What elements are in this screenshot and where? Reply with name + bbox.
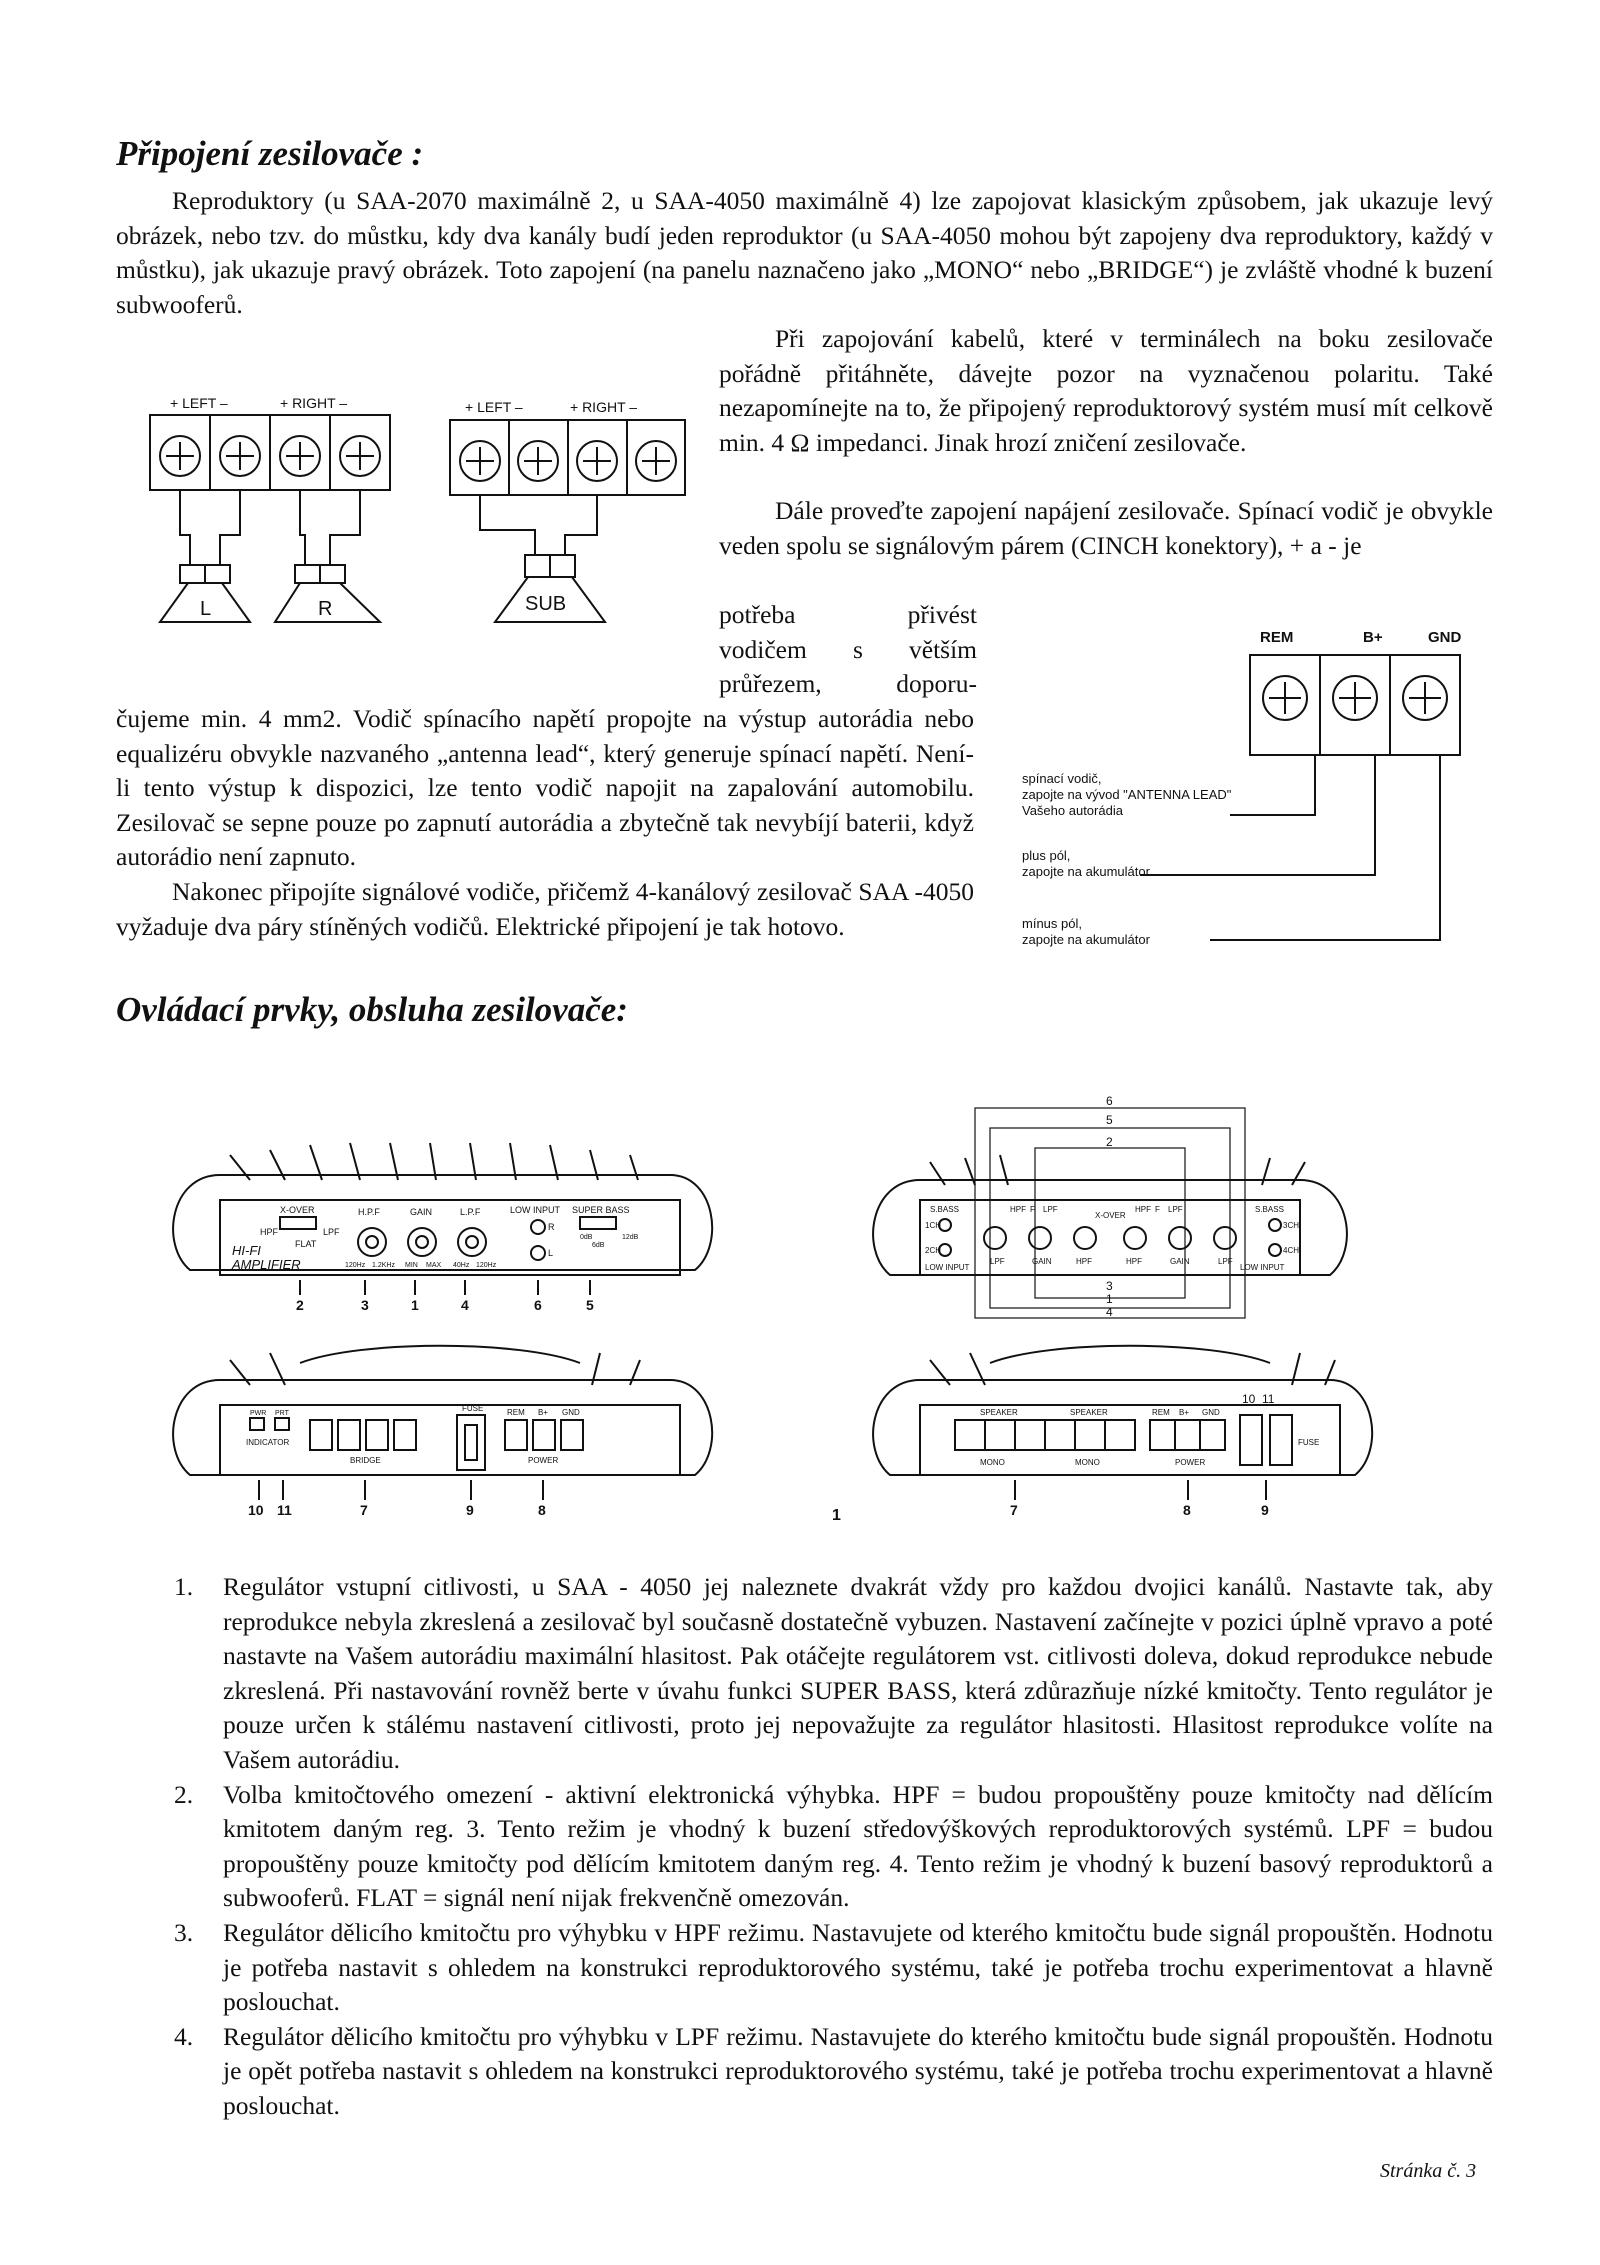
text-line: zapojte na akumulátor (1022, 932, 1150, 947)
label-indicator: INDICATOR (246, 1438, 290, 1447)
section-heading-connection: Připojení zesilovače : (116, 134, 424, 173)
label-small: LPF (1043, 1205, 1058, 1214)
list-item-text: Regulátor dělicího kmitočtu pro výhybku v HPF režimu. Nastavujete od kterého kmitočtu bude signál propouštěn. Hodnotu je potřeba nastavit s ohledem na konstrukci reproduktorového systému, také je potřeba trochu experimentovat a hlavně poslouchat. (223, 1917, 1493, 2017)
label-pwr: PWR (250, 1410, 267, 1417)
label-gain: GAIN (410, 1207, 433, 1217)
speaker-r-label: R (318, 598, 333, 620)
label-small: F (1155, 1205, 1160, 1214)
label-small: 40Hz (453, 1262, 470, 1269)
label-rem: REM (507, 1408, 525, 1417)
callout-number: 5 (586, 1297, 594, 1313)
terminal-rem-label: REM (1260, 629, 1294, 646)
label-small: 0dB (580, 1234, 593, 1241)
callout-number: 1 (411, 1297, 419, 1313)
speaker-l-label: L (200, 598, 212, 620)
label-small: HPF (1126, 1257, 1142, 1266)
callout-number: 7 (360, 1502, 368, 1518)
label-small: GAIN (1032, 1257, 1052, 1266)
callout-number: 10 (248, 1502, 264, 1518)
list-item (116, 2020, 1493, 2124)
callout-number: 11 (1262, 1392, 1275, 1406)
label-small: LOW INPUT (925, 1263, 970, 1272)
wire-label-minus (1022, 916, 1150, 948)
label-super-bass: SUPER BASS (572, 1205, 630, 1215)
list-item-text: Regulátor dělicího kmitočtu pro výhybku v LPF režimu. Nastavujete do kterého kmitočtu bude signál propouštěn. Hodnotu je opět potřeba nastavit s ohledem na konstrukci reproduktorového systému, také je potřeba trochu experimentovat a hlavně poslouchat. (223, 2021, 1493, 2120)
callout-number: 3 (361, 1297, 369, 1313)
paragraph-power-mid (719, 598, 977, 702)
text-line: potřeba přivést (719, 600, 977, 629)
label-small: MIN (405, 1262, 418, 1269)
callout-number: 5 (1106, 1113, 1113, 1127)
text-line: vodičem s větším (719, 634, 977, 664)
label-small: FLAT (295, 1239, 317, 1249)
label-low-input: LOW INPUT (510, 1205, 561, 1215)
label-small: 2CH (925, 1246, 942, 1255)
text-line: Vašeho autorádia (1022, 803, 1123, 818)
label-mono: MONO (980, 1458, 1005, 1467)
label-lpf: L.P.F (460, 1207, 481, 1217)
label-small: 120Hz (476, 1262, 497, 1269)
controls-list (116, 1570, 1493, 2124)
label-gnd: GND (1202, 1408, 1220, 1417)
terminal-label: + LEFT – (170, 395, 228, 411)
label-speaker: SPEAKER (1070, 1408, 1108, 1417)
label-small: S.BASS (930, 1205, 959, 1214)
callout-number: 6 (1106, 1094, 1113, 1108)
brand-line: HI-FI (232, 1243, 261, 1258)
list-item-number: 1. (174, 1572, 194, 1601)
label-fuse: FUSE (462, 1404, 484, 1413)
label-bplus: B+ (538, 1408, 549, 1417)
label-small: S.BASS (1255, 1205, 1284, 1214)
label-small: GAIN (1170, 1257, 1190, 1266)
callout-number: 2 (296, 1297, 304, 1313)
list-item-text: Regulátor vstupní citlivosti, u SAA - 4050 jej naleznete dvakrát vždy pro každou dvojici kanálů. Nastavte tak, aby reprodukce nebyla zkreslená a zesilovač byl současně dostatečně vybuzen. Nastavení začínejte v pozici úplně vpravo a poté nastavte na Vašem autorádiu maximální hlasitost. Pak otáčejte regulátorem vst. citlivosti doleva, dokud reprodukce nebude zkreslená. Při nastavování rovněž berte v úvahu funkci SUPER BASS, která zdůrazňuje nízké kmitočty. Tento regulátor je pouze určen k stálému nastavení citlivosti, proto jej nepovažujte za regulátor hlasitosti. Hlasitost reprodukce volíte na Vašem autorádiu. (223, 1572, 1493, 1774)
label-power: POWER (1175, 1458, 1206, 1467)
text-line: plus pól, (1022, 848, 1071, 863)
paragraph-cables: Při zapojování kabelů, které v terminálech na boku zesilovače pořádně přitáhněte, dávejte pozor na vyznačenou polaritu. Také nezapomínejte na to, že připojený reproduktorový systém musí mít celkově min. 4 Ω impedanci. Jinak hrozí zničení zesilovače. (719, 324, 1493, 457)
wire-label-remote (1022, 771, 1231, 819)
label-mono: MONO (1075, 1458, 1100, 1467)
label-rem: REM (1152, 1408, 1170, 1417)
label-small: 6dB (592, 1242, 605, 1249)
label-prt: PRT (275, 1410, 289, 1417)
label-small: 1.2KHz (372, 1262, 395, 1269)
brand-line: AMPLIFIER (232, 1257, 301, 1272)
paragraph-speakers: Reproduktory (u SAA-2070 maximálně 2, u SAA-4050 maximálně 4) lze zapojovat klasickým způsobem, jak ukazuje levý obrázek, nebo tzv. do můstku, kdy dva kanály budí jeden reproduktor (u SAA-4050 mohou být zapojeny dva reproduktory, každý v můstku), jak ukazuje pravý obrázek. Toto zapojení (na panelu naznačeno jako „MONO“ nebo „BRIDGE“) je zvláště vhodné k buzení subwooferů. (116, 186, 1493, 319)
callout-number: 8 (1183, 1502, 1191, 1518)
terminal-label: + RIGHT – (570, 399, 638, 415)
list-item-number: 4. (174, 2021, 194, 2051)
label-small: LPF (1218, 1257, 1233, 1266)
callout-number: 4 (461, 1297, 469, 1313)
label-small: LPF (1168, 1205, 1183, 1214)
terminal-gnd-label: GND (1428, 629, 1462, 646)
callout-number: 8 (538, 1502, 546, 1518)
terminal-bplus-label: B+ (1363, 629, 1383, 646)
label-small: LPF (323, 1227, 340, 1237)
text-line: zapojte na vývod "ANTENNA LEAD" (1022, 787, 1232, 802)
speaker-sub-label: SUB (525, 593, 567, 615)
label-hpf: H.P.F (358, 1207, 380, 1217)
label-bplus: B+ (1179, 1408, 1190, 1417)
label-small: 3CH (1283, 1221, 1300, 1230)
label-small: HPF (260, 1227, 278, 1237)
text-line: spínací vodič, (1022, 771, 1102, 786)
callout-number: 9 (466, 1502, 474, 1518)
amplifier-back-left-diagram (160, 1335, 720, 1535)
section-heading-controls: Ovládací prvky, obsluha zesilovače: (116, 990, 628, 1029)
terminal-label: + LEFT – (465, 399, 523, 415)
callout-number: 9 (1261, 1502, 1269, 1518)
callout-number: 3 (1106, 1279, 1113, 1293)
label-speaker: SPEAKER (980, 1408, 1018, 1417)
label-small: R (548, 1222, 555, 1232)
terminal-label: + RIGHT – (280, 395, 348, 411)
list-item (116, 1570, 1493, 1778)
paragraph-power-top: Dále proveďte zapojení napájení zesilovače. Spínací vodič je obvykle veden spolu se signálovým párem (CINCH konektory), + a - je (719, 496, 1493, 560)
list-item-number: 3. (174, 1917, 194, 1947)
label-small: MAX (426, 1262, 442, 1269)
label-fuse: FUSE (1298, 1438, 1320, 1447)
label-small: 120Hz (345, 1262, 366, 1269)
speaker-wiring-diagram (140, 390, 700, 630)
label-small: HPF (1076, 1257, 1092, 1266)
callout-number: 1 (1106, 1292, 1113, 1306)
paragraph-power-bottom: čujeme min. 4 mm2. Vodič spínacího napětí propojte na výstup autorádia nebo equalizéru obvykle nazvaného „antenna lead“, který generuje spínací napětí. Není-li tento výstup k dispozici, lze tento vodič napojit na zapalování automobilu. Zesilovač se sepne pouze po zapnutí autorádia a zbytečně tak nevybíjí baterii, když autorádio není zapnuto. (116, 704, 974, 872)
label-gnd: GND (562, 1408, 580, 1417)
list-item (116, 1778, 1493, 1916)
callout-number: 10 (1242, 1392, 1256, 1406)
label-small: F (1030, 1205, 1035, 1214)
list-item-text: Volba kmitočtového omezení - aktivní elektronická výhybka. HPF = budou propouštěny pouze kmitočty nad dělícím kmitotem daným reg. 3. Tento režim je vhodný k buzení středovýškových reproduktorových systémů. LPF = budou propouštěny pouze kmitočty pod dělícím kmitotem daným reg. 4. Tento režim je vhodný k buzení basový reproduktorů a subwooferů. FLAT = signál není nijak frekvenčně omezován. (223, 1779, 1493, 1913)
text-line: zapojte na akumulátor (1022, 864, 1150, 879)
amplifier-front-left-diagram (160, 1135, 720, 1315)
label-small: L (548, 1248, 554, 1258)
amplifier-front-right-diagram (850, 1090, 1370, 1325)
paragraph-signal: Nakonec připojíte signálové vodiče, přičemž 4-kanálový zesilovač SAA -4050 vyžaduje dva páry stíněných vodičů. Elektrické připojení je tak hotovo. (116, 877, 974, 941)
callout-number: 2 (1106, 1135, 1113, 1149)
label-small: 4CH (1283, 1246, 1300, 1255)
label-small: 1CH (925, 1221, 942, 1230)
callout-number: 1 (832, 1507, 841, 1524)
amplifier-back-right-diagram (830, 1335, 1390, 1535)
callout-number: 4 (1106, 1305, 1113, 1319)
list-item (116, 1916, 1493, 2020)
page-number: Stránka č. 3 (1380, 2160, 1477, 2182)
label-small: 12dB (622, 1234, 639, 1241)
label-bridge: BRIDGE (350, 1456, 381, 1465)
label-power: POWER (528, 1456, 559, 1465)
list-item-number: 2. (174, 1779, 194, 1809)
callout-number: 7 (1010, 1502, 1018, 1518)
text-line: mínus pól, (1022, 916, 1082, 931)
label-small: LPF (990, 1257, 1005, 1266)
label-xover: X-OVER (280, 1205, 315, 1215)
label-small: LOW INPUT (1240, 1263, 1285, 1272)
text-line: průřezem, doporu- (719, 669, 977, 699)
callout-number: 6 (534, 1297, 542, 1313)
callout-number: 11 (277, 1502, 292, 1518)
label-small: HPF (1010, 1205, 1026, 1214)
wire-label-plus (1022, 848, 1150, 880)
label-small: X-OVER (1095, 1211, 1126, 1220)
label-small: HPF (1135, 1205, 1151, 1214)
